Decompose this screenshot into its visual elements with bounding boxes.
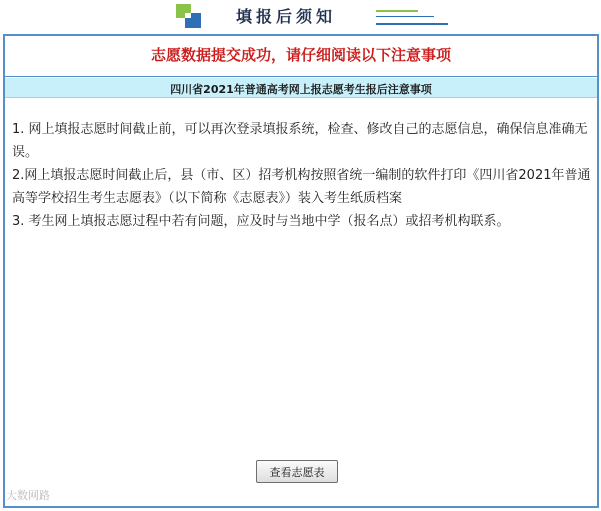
notice-item-1: 1. 网上填报志愿时间截止前，可以再次登录填报系统，检查、修改自己的志愿信息，确保信息准确无误。 [12,122,588,160]
notice-item-2: 2.网上填报志愿时间截止后，县（市、区）招考机构按照省统一编制的软件打印《四川省2021年普通高等学校招生考生志愿表》（以下简称《志愿表》）装入考生纸质档案 [12,168,591,206]
view-form-button[interactable]: 查看志愿表 [256,460,338,483]
success-banner [5,36,597,77]
notice-item-3: 3. 考生网上填报志愿过程中若有问题，应及时与当地中学（报名点）或招考机构联系。 [12,214,510,229]
page-title: 填报后须知 [236,7,337,26]
notice-subtitle-bar [5,78,597,98]
success-message: 志愿数据提交成功，请仔细阅读以下注意事项 [150,46,451,64]
decorative-lines-icon [376,9,448,27]
notice-panel [3,34,599,508]
watermark-text: 大数网路 [6,489,50,502]
notice-subtitle: 四川省2021年普通高考网上报志愿考生报后注意事项 [170,83,432,96]
page-header [0,0,601,33]
notice-list [12,118,592,233]
stacked-squares-logo-icon [175,3,203,29]
